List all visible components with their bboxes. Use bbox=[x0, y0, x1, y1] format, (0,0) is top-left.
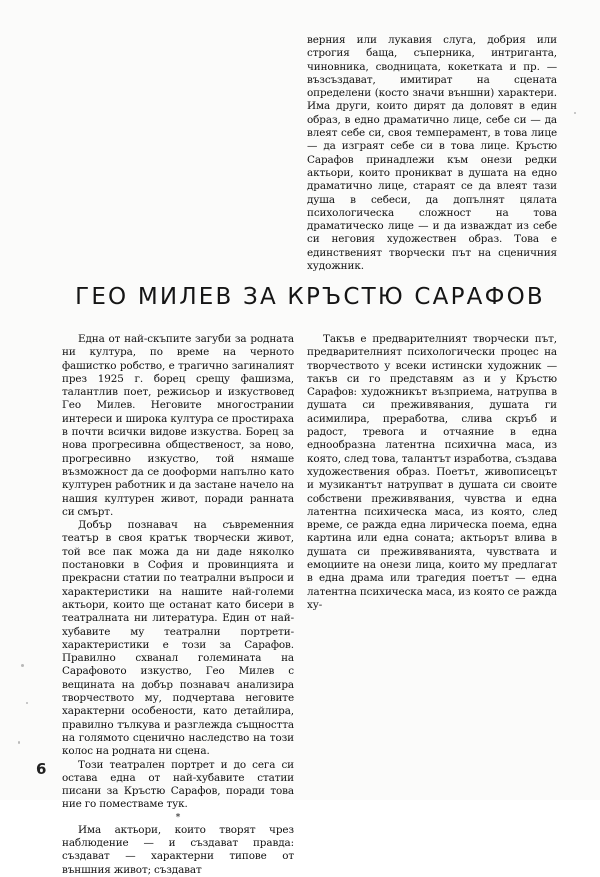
section-separator: * bbox=[175, 812, 181, 823]
intro-paragraph-2: Добър познавач на съвременния театър в своя кратък творчески живот, той все пак можа да ни даде няколко постановки в София и провинцията и прекрасни статии по театрални въпроси и характеристики на нашите най-големи актьори, които ще останат като бисери в театралната ни литература. Един от най-хубавите му театрални портрети-характеристики е този за Сарафов. Правилно схванал големината на Сарафовото изкуство, Гео Милев с вещината на добър познавач анализира творчеството му, подчертава неговите характерни особености, като детайлира, правилно тълкува и разглежда същността на голямото сценично наследство на този колос на родната ни сцена. bbox=[62, 519, 294, 758]
article-title: ГЕО МИЛЕВ ЗА КРЪСТЮ САРАФОВ bbox=[75, 284, 545, 310]
scan-speck bbox=[21, 664, 24, 667]
body-paragraph-1: Има актьори, които творят чрез наблюдение — и създават правда: създават — характерни типове от външния живот; създават bbox=[62, 823, 294, 876]
top-right-column bbox=[307, 34, 557, 273]
scan-speck bbox=[26, 702, 28, 704]
continued-paragraph: верния или лукавия слуга, добрия или строгия баща, съперника, интриганта, чиновника, сводницата, кокетката и пр. — възсъздават, имитират на сцената определени (косто значи външни) характери. Има други, които дирят да доловят в един образ, в едно драматично лице, себе си — да влеят себе си, своя темперамент, в това лице — да изграят себе си в това лице. Кръстю Сарафов принадлежи към онези редки актьори, които проникват в душата на едно драматично лице, стараят се да влеят тази душа в себеси, да допълнят цялата психологическа сложност на това драматическо лице — и да изваждат из себе си неговия художествен образ. Това е единственият творчески път на сценичния художник. bbox=[307, 34, 557, 273]
page-number: 6 bbox=[36, 760, 47, 778]
right-column bbox=[307, 333, 557, 612]
scan-speck bbox=[574, 112, 576, 114]
left-column bbox=[62, 333, 294, 877]
body-paragraph-2: Такъв е предварителният творчески път, предварителният психологически процес на творчеството у всеки истински художник — такъв си го представям аз и у Кръстю Сарафов: художникът възприема, натрупва в душата си преживявания, душата ги асимилира, преработва, слива скръб и радост, тревога и отчаяние в една еднообразна латентна психична маса, из която, след това, талантът изработва, създава художествения образ. Поетът, живописецът и музикантът натрупват в душата си своите собствени преживявания, чувства и една латентна психическа маса, из която, след време, се ражда една лирическа поема, една картина или една соната; актьорът влива в душата си преживяванията, чувствата и емоциите на онези лица, които му предлагат в една драма или трагедия поетът — една латентна психическа маса, из която се ражда ху- bbox=[307, 333, 557, 611]
scan-speck bbox=[18, 741, 20, 744]
intro-paragraph-3: Този театрален портрет и до сега си остава една от най-хубавите статии писани за Кръстю Сарафов, поради това ние го поместваме тук. bbox=[62, 758, 294, 811]
intro-paragraph-1: Една от най-скъпите загуби за родната ни култура, по време на черното фашистко робство, е трагично загиналият през 1925 г. борец срещу фашизма, талантлив поет, режисьор и изкуствовед Гео Милев. Неговите многострании интереси и широка култура се простираха в почти всички видове изкуства. Борец за нова прогресивна общественост, за ново, прогресивно изкуство, той нямаше възможност да се дооформи напълно като културен работник и да застане начело на нашия културен живот, поради ранната си смърт. bbox=[62, 333, 294, 518]
